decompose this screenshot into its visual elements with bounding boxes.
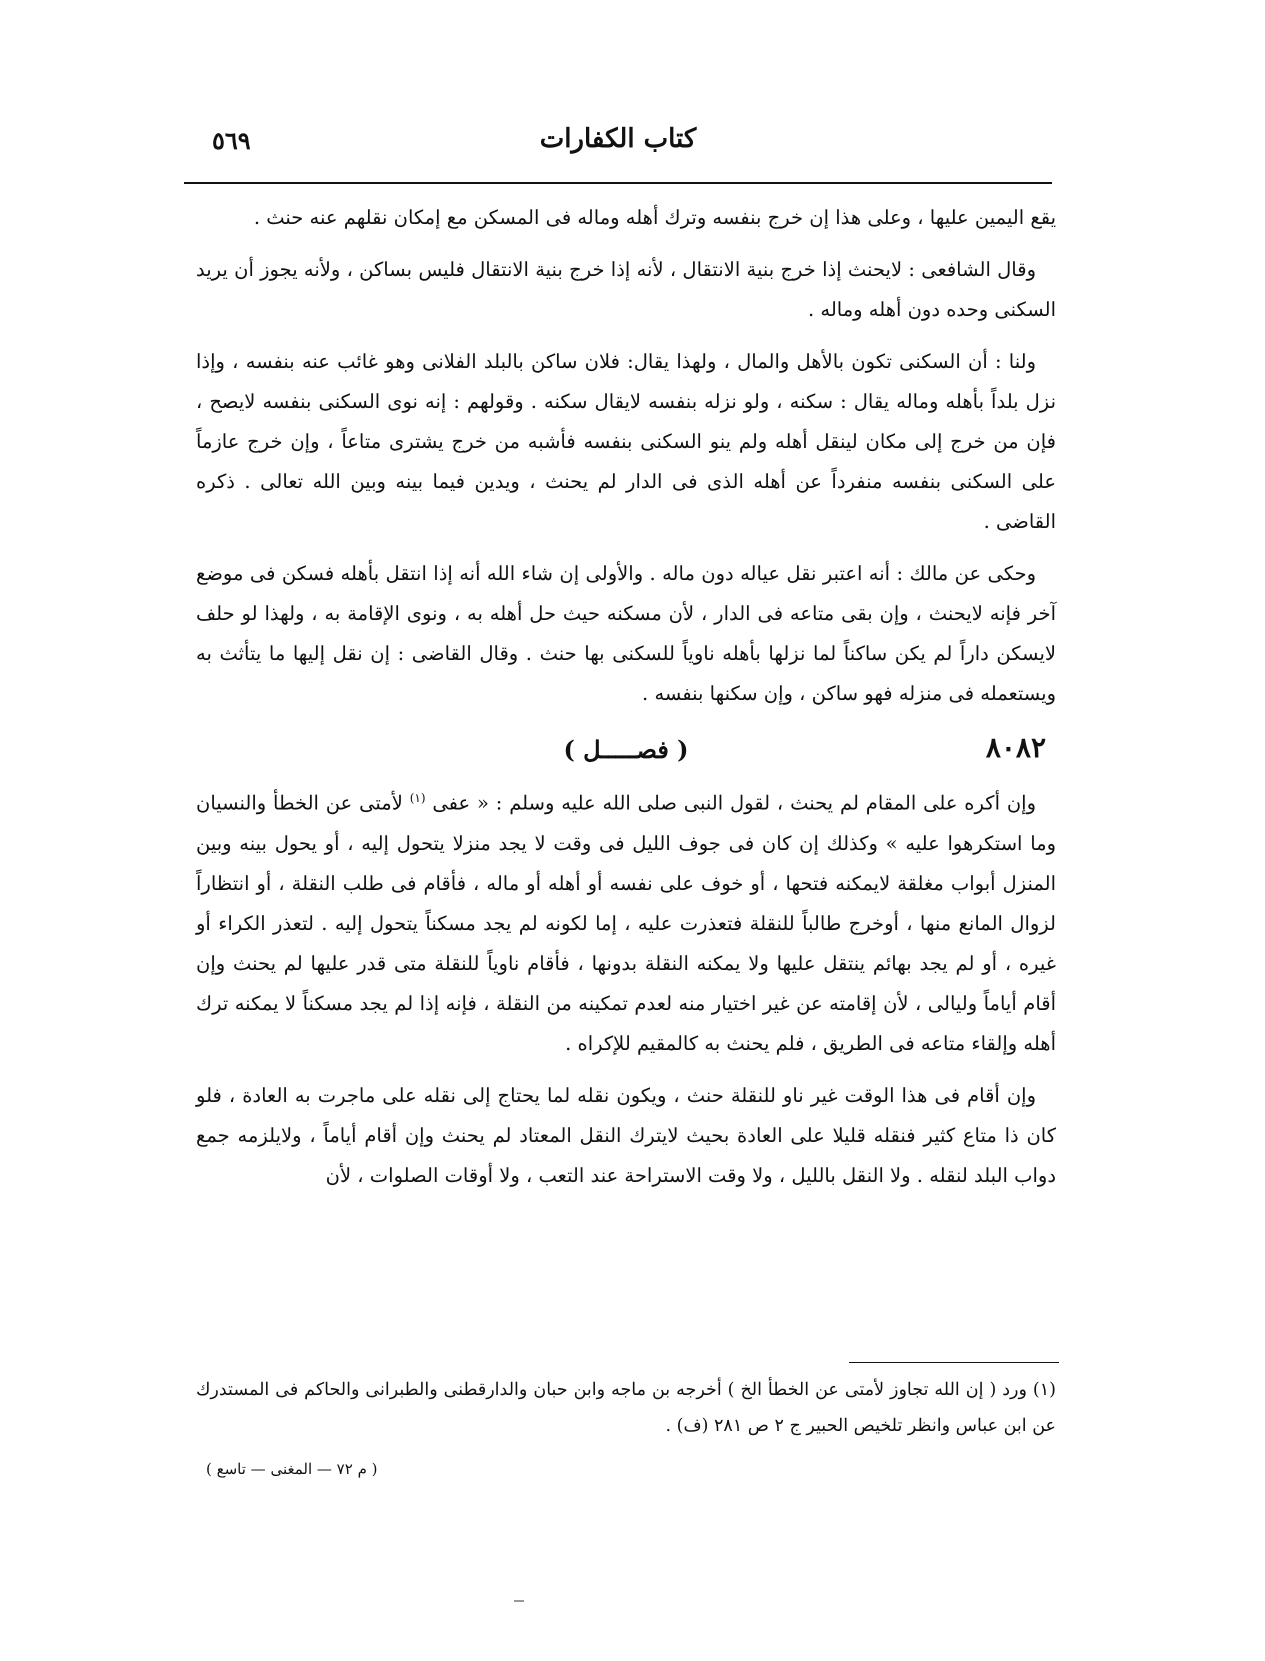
header-rule	[184, 182, 1052, 184]
paragraph-text: وإن أكره على المقام لم يحنث ، لقول النبى صلى الله عليه وسلم : « عفى	[432, 791, 1036, 815]
section-number: ٨٠٨٢	[985, 731, 1046, 764]
body-text	[196, 198, 1056, 1208]
page-title: كتاب الكفارات	[539, 124, 697, 154]
section-heading	[196, 726, 1056, 772]
paragraph-text: لأمتى عن الخطأ والنسيان وما استكرهوا عليه » وكذلك إن كان فى جوف الليل فى وقت لا يجد منزلا يتحول إليه ، أو يحول بينه وبين المنزل أبواب مغلقة لايمكنه فتحها ، أو خوف على نفسه أو أهله أو ماله ، فأقام فى طلب النقلة ، أو انتظاراً لزوال المانع منها ، أوخرج طالباً للنقلة فتعذرت عليه ، إما لكونه لم يجد مسكناً يتحول إليه . لتعذر الكراء أو غيره ، أو لم يجد بهائم ينتقل عليها ولا يمكنه النقلة بدونها ، فأقام ناوياً للنقلة متى قدر عليها لم يحنث وإن أقام أياماً وليالى ، لأن إقامته عن غير اختيار منه لعدم تمكينه من النقلة ، فإنه إذا لم يجد مسكناً لا يمكنه ترك أهله وإلقاء متاعه فى الطريق ، فلم يحنث به كالمقيم للإكراه .	[196, 791, 1056, 1055]
paragraph: وإن أقام فى هذا الوقت غير ناو للنقلة حنث ، ويكون نقله لما يحتاج إلى نقله على ماجرت به العادة ، فلو كان ذا متاع كثير فنقله قليلا على العادة بحيث لايترك النقل المعتاد لم يحنث وإن أقام أياماً ، ولايلزمه جمع دواب البلد لنقله . ولا النقل بالليل ، ولا وقت الاستراحة عند التعب ، ولا أوقات الصلوات ، لأن	[196, 1083, 1056, 1187]
footnote-marker[interactable]: (١)	[409, 791, 426, 805]
paragraph	[196, 778, 1056, 1064]
footnote-rule	[849, 1362, 1059, 1363]
scan-speck	[514, 1600, 524, 1602]
paragraph: ولنا : أن السكنى تكون بالأهل والمال ، ولهذا يقال: فلان ساكن بالبلد الفلانى وهو غائب عنه بنفسه ، وإذا نزل بلداً بأهله وماله يقال : سكنه ، ولو نزله بنفسه لايقال سكنه . وقولهم : إنه نوى السكنى بنفسه لايصح ، فإن من خرج إلى مكان لينقل أهله ولم ينو السكنى بنفسه فأشبه من خرج يشترى متاعاً ، وإن خرج عازماً على السكنى بنفسه منفرداً عن أهله الذى فى الدار لم يحنث ، ويدين فيما بينه وبين الله تعالى . ذكره القاضى .	[196, 350, 1056, 533]
paragraph: وحكى عن مالك : أنه اعتبر نقل عياله دون ماله . والأولى إن شاء الله أنه إذا انتقل بأهله فسكن فى موضع آخر فإنه لايحنث ، وإن بقى متاعه فى الدار ، لأن مسكنه حيث حل أهله به ، ونوى الإقامة به ، ولهذا لو حلف لايسكن داراً لم يكن ساكناً لما نزلها بأهله ناوياً للسكنى بها حنث . وقال القاضى : إن نقل إليها ما يتأثث به ويستعمله فى منزله فهو ساكن ، وإن سكنها بنفسه .	[196, 562, 1056, 705]
paragraph: وقال الشافعى : لايحنث إذا خرج بنية الانتقال ، لأنه إذا خرج بنية الانتقال فليس بساكن ، ولأنه يجوز أن يريد السكنى وحده دون أهله وماله .	[196, 258, 1056, 321]
printer-signature: ( م ٧٢ — المغنى — تاسع )	[206, 1460, 378, 1478]
page-number: ٥٦٩	[212, 126, 251, 155]
section-title: ( فصـــــل )	[563, 735, 689, 764]
page-header	[184, 118, 1052, 178]
footnote: (١) ورد ( إن الله تجاوز لأمتى عن الخطأ الخ ) أخرجه بن ماجه وابن حبان والدارقطنى والطبرانى والحاكم فى المستدرك عن ابن عباس وانظر تلخيص الحبير ج ٢ ص ٢٨١ (ف) .	[196, 1380, 1056, 1436]
paragraph: يقع اليمين عليها ، وعلى هذا إن خرج بنفسه وترك أهله وماله فى المسكن مع إمكان نقلهم عنه حنث .	[253, 206, 1056, 229]
